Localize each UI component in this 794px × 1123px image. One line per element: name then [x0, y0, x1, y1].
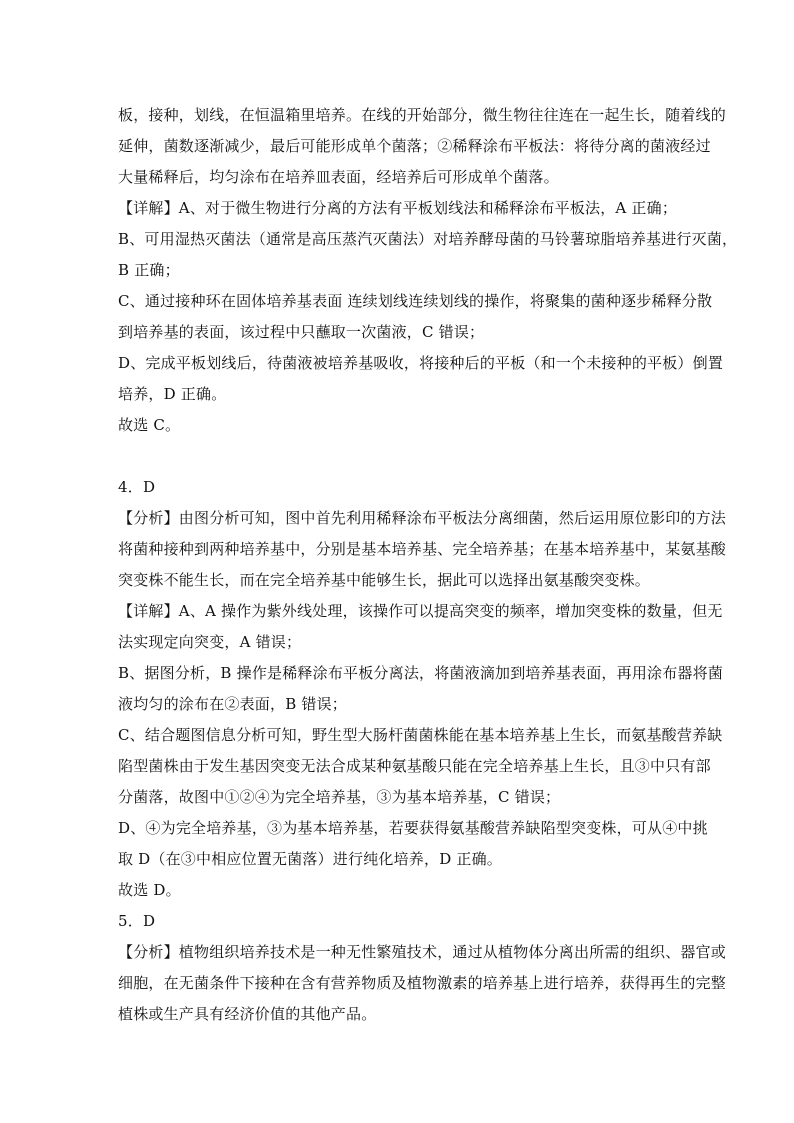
text-line: 培养，D 正确。	[118, 385, 227, 403]
text-line: 分菌落，故图中①②④为完全培养基，③为基本培养基，C 错误；	[118, 788, 561, 806]
text-line: 【分析】植物组织培养技术是一种无性繁殖技术，通过从植物体分离出所需的组织、器官或	[118, 943, 727, 961]
text-line: 延伸，菌数逐渐减少，最后可能形成单个菌落；②稀释涂布平板法：将待分离的菌液经过	[118, 137, 711, 155]
document-page	[118, 100, 738, 1030]
text-line: 取 D（在③中相应位置无菌落）进行纯化培养，D 正确。	[118, 850, 502, 868]
text-line: 【详解】A、A 操作为紫外线处理，该操作可以提高突变的频率，增加突变株的数量，但无	[118, 602, 723, 620]
text-line: 植株或生产具有经济价值的其他产品。	[118, 1005, 377, 1023]
text-line: 【分析】由图分析可知，图中首先利用稀释涂布平板法分离细菌，然后运用原位影印的方法	[118, 509, 727, 527]
text-line: 故选 C。	[118, 416, 181, 434]
text-line: B 正确；	[118, 261, 180, 279]
text-line: C、结合题图信息分析可知，野生型大肠杆菌菌株能在基本培养基上生长，而氨基酸营养缺	[118, 726, 723, 744]
text-line: 故选 D。	[118, 881, 181, 899]
text-line: B、可用湿热灭菌法（通常是高压蒸汽灭菌法）对培养酵母菌的马铃薯琼脂培养基进行灭菌，	[118, 230, 738, 248]
text-line: 细胞，在无菌条件下接种在含有营养物质及植物激素的培养基上进行培养，获得再生的完整	[118, 974, 727, 992]
text-line: 4．D	[118, 478, 156, 496]
text-line: 突变株不能生长，而在完全培养基中能够生长，据此可以选择出氨基酸突变株。	[118, 571, 651, 589]
text-line: D、完成平板划线后，待菌液被培养基吸收，将接种后的平板（和一个未接种的平板）倒置	[118, 354, 724, 372]
text-line: 陷型菌株由于发生基因突变无法合成某种氨基酸只能在完全培养基上生长，且③中只有部	[118, 757, 711, 775]
text-line: D、④为完全培养基，③为基本培养基，若要获得氨基酸营养缺陷型突变株，可从④中挑	[118, 819, 708, 837]
text-line: C、通过接种环在固体培养基表面 连续划线连续划线的操作，将聚集的菌种逐步稀释分散	[118, 292, 713, 310]
text-line: 大量稀释后，均匀涂布在培养皿表面，经培养后可形成单个菌落。	[118, 168, 559, 186]
text-line: 液均匀的涂布在②表面，B 错误；	[118, 695, 347, 713]
blank-line	[118, 441, 678, 472]
text-line: 板，接种，划线，在恒温箱里培养。在线的开始部分，微生物往往连在一起生长，随着线的	[118, 106, 727, 124]
text-line: 到培养基的表面，该过程中只蘸取一次菌液，C 错误；	[118, 323, 485, 341]
text-line: 5．D	[118, 912, 156, 930]
text-line: 【详解】A、对于微生物进行分离的方法有平板划线法和稀释涂布平板法，A 正确；	[118, 199, 678, 217]
text-line: B、据图分析，B 操作是稀释涂布平板分离法，将菌液滴加到培养基表面，再用涂布器将菌	[118, 664, 724, 682]
text-line: 将菌种接种到两种培养基中，分别是基本培养基、完全培养基；在基本培养基中，某氨基酸	[118, 540, 727, 558]
text-line: 法实现定向突变，A 错误；	[118, 633, 302, 651]
